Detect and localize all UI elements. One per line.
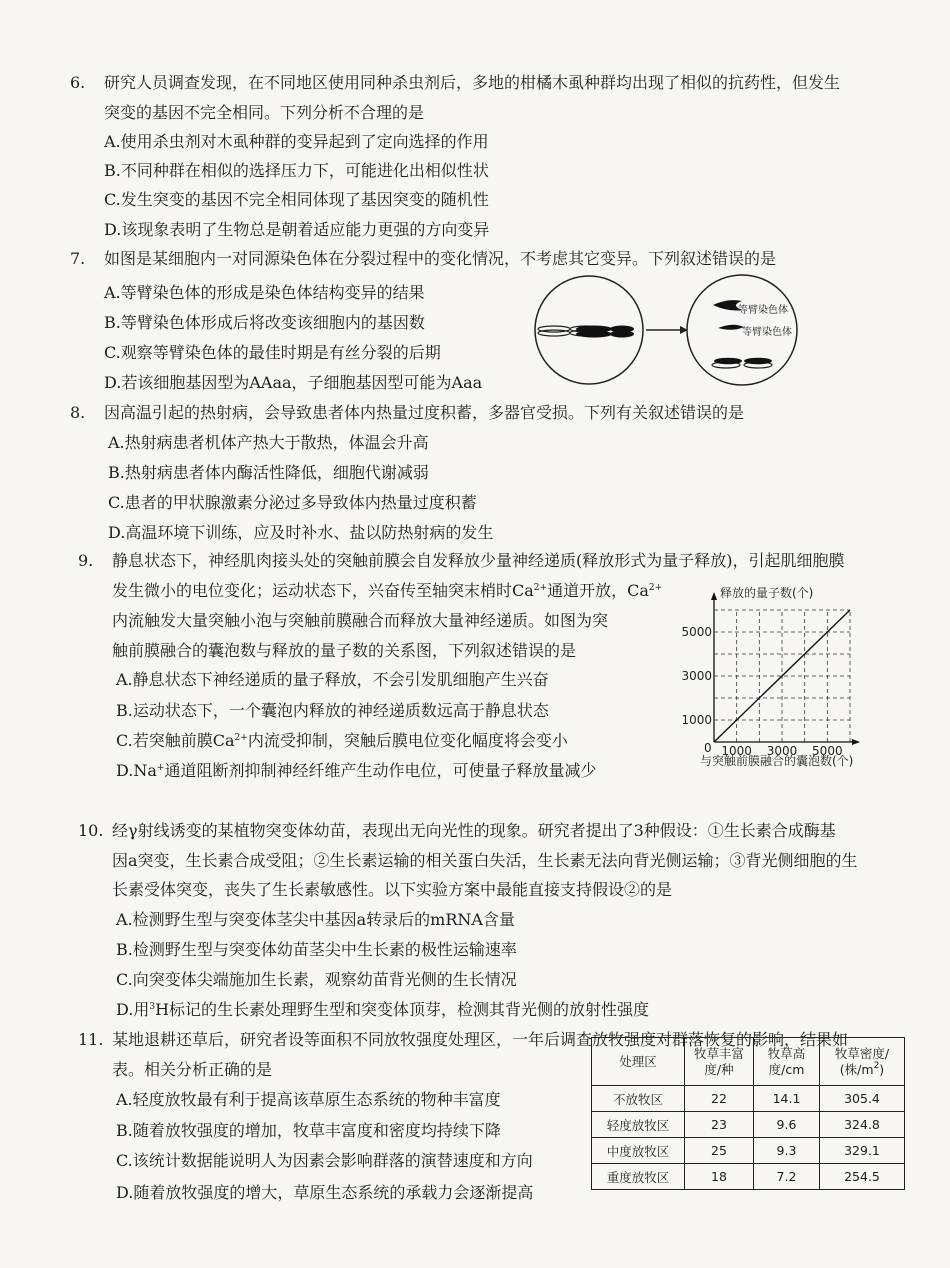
homologous-chromosomes-before <box>538 326 634 338</box>
question-7-option-a: A.等臂染色体的形成是染色体结构变异的结果 <box>104 283 425 302</box>
grazing-table <box>591 1037 905 1190</box>
question-11-option-c: C.该统计数据能说明人为因素会影响群落的演替速度和方向 <box>116 1151 533 1170</box>
question-8-stem: 因高温引起的热射病，会导致患者体内热量过度积蓄，多器官受损。下列有关叙述错误的是 <box>104 403 745 422</box>
option-d-part1: D.用 <box>116 1000 150 1019</box>
isochromosome-label-2: 等臂染色体 <box>742 327 792 338</box>
question-9-stem: 静息状态下，神经肌肉接头处的突触前膜会自发释放少量神经递质(释放形式为量子释放)，引起肌细胞膜 <box>112 551 845 570</box>
question-8-option-a: A.热射病患者机体产热大于散热，体温会升高 <box>108 433 429 452</box>
question-11-option-a: A.轻度放牧最有利于提高该草原生态系统的物种丰富度 <box>116 1090 501 1109</box>
question-9-stem-2a: 发生微小的电位变化；运动状态下，兴奋传至轴突末梢时Ca <box>112 581 534 600</box>
table-cell: 7.2 <box>754 1164 820 1190</box>
table-row <box>592 1112 905 1138</box>
x-tick-label: 5000 <box>812 744 843 758</box>
table-cell: 305.4 <box>820 1086 905 1112</box>
tritium-superscript: 3 <box>149 1002 156 1012</box>
option-c-part2: 内流受抑制，突触后膜电位变化幅度将会变小 <box>247 731 568 750</box>
question-11-number: 11. <box>78 1030 104 1049</box>
question-10-stem: 经γ射线诱变的某植物突变体幼苗，表现出无向光性的现象。研究者提出了3种假设：①生长素合成酶基 <box>112 821 836 840</box>
ca-superscript-2: 2+ <box>648 583 663 593</box>
question-6-stem: 研究人员调查发现，在不同地区使用同种杀虫剂后，多地的柑橘木虱种群均出现了相似的抗药性，但发生 <box>104 73 841 92</box>
table-cell: 18 <box>685 1164 754 1190</box>
question-9-option-a: A.静息状态下神经递质的量子释放，不会引发肌细胞产生兴奋 <box>116 670 549 689</box>
question-6-number: 6. <box>70 73 86 92</box>
question-9-option-c <box>116 731 568 751</box>
question-9-option-b: B.运动状态下，一个囊泡内释放的神经递质数远高于静息状态 <box>116 701 549 720</box>
x-tick-label: 3000 <box>766 744 798 758</box>
question-10-option-c: C.向突变体尖端施加生长素，观察幼苗背光侧的生长情况 <box>116 970 517 989</box>
ca-superscript: 2+ <box>533 583 548 593</box>
question-7-option-d: D.若该细胞基因型为AAaa，子细胞基因型可能为Aaa <box>104 373 483 392</box>
table-cell: 轻度放牧区 <box>592 1112 685 1138</box>
table-cell: 9.3 <box>754 1138 820 1164</box>
question-9-option-d <box>116 761 596 781</box>
question-9-stem-line4: 触前膜融合的囊泡数与释放的量子数的关系图，下列叙述错误的是 <box>112 641 577 660</box>
table-cell: 14.1 <box>754 1086 820 1112</box>
option-d-part2: H标记的生长素处理野生型和突变体顶芽，检测其背光侧的放射性强度 <box>155 1000 650 1019</box>
question-7-number: 7. <box>70 249 86 268</box>
option-d-part2: 通道阻断剂抑制神经纤维产生动作电位，可使量子释放量减少 <box>164 761 597 780</box>
question-10-stem-line2: 因a突变，生长素合成受阻；②生长素运输的相关蛋白失活，生长素无法向背光侧运输；③背光侧细胞的生 <box>112 851 858 870</box>
table-row <box>592 1086 905 1112</box>
option-c-part1: C.若突触前膜Ca <box>116 731 235 750</box>
question-9-stem-line3: 内流触发大量突触小泡与突触前膜融合而释放大量神经递质。如图为突 <box>112 611 609 630</box>
table-cell: 23 <box>685 1112 754 1138</box>
y-axis-arrow <box>711 592 717 600</box>
question-7-option-b: B.等臂染色体形成后将改变该细胞内的基因数 <box>104 313 425 332</box>
table-cell: 324.8 <box>820 1112 905 1138</box>
na-superscript: + <box>156 763 165 773</box>
question-6-option-b: B.不同种群在相似的选择压力下，可能进化出相似性状 <box>104 161 489 180</box>
table-cell: 不放牧区 <box>592 1086 685 1112</box>
isochromosome-middle <box>718 325 744 330</box>
question-8-option-c: C.患者的甲状腺激素分泌过多导致体内热量过度积蓄 <box>108 493 477 512</box>
question-10-number: 10. <box>78 821 104 840</box>
question-6-stem-cont: 突变的基因不完全相同。下列分析不合理的是 <box>104 103 425 122</box>
question-10-option-d <box>116 1000 649 1020</box>
chart-x-axis-label: 与突触前膜融合的囊泡数(个) <box>700 754 854 768</box>
table-header-row <box>592 1038 905 1086</box>
question-8-option-d: D.高温环境下训练，应及时补水、盐以防热射病的发生 <box>108 523 494 542</box>
question-9-stem-2b: 通道开放，Ca <box>547 581 649 600</box>
x-axis-arrow <box>852 739 860 745</box>
table-cell: 329.1 <box>820 1138 905 1164</box>
table-header-height <box>754 1038 820 1086</box>
table-cell: 中度放牧区 <box>592 1138 685 1164</box>
header-density-line1: 牧草密度/ <box>834 1045 890 1061</box>
question-6-option-a: A.使用杀虫剂对木虱种群的变异起到了定向选择的作用 <box>104 132 489 151</box>
question-11-stem: 某地退耕还草后，研究者设等面积不同放牧强度处理区，一年后调查放牧强度对群落恢复的影响，结果如 <box>112 1030 849 1049</box>
question-11-option-d: D.随着放牧强度的增大，草原生态系统的承载力会逐渐提高 <box>116 1183 534 1202</box>
table-row <box>592 1164 905 1190</box>
table-cell: 22 <box>685 1086 754 1112</box>
y-tick-label: 1000 <box>681 713 712 727</box>
table-header-richness <box>685 1038 754 1086</box>
x-tick-label: 1000 <box>721 744 752 758</box>
question-11-option-b: B.随着放牧强度的增加，牧草丰富度和密度均持续下降 <box>116 1121 501 1140</box>
table-cell: 254.5 <box>820 1164 905 1190</box>
ca-superscript-3: 2+ <box>234 733 248 743</box>
question-6-option-d: D.该现象表明了生物总是朝着适应能力更强的方向变异 <box>104 220 490 239</box>
chart-axes <box>711 592 860 745</box>
chromosome-bottom-pair <box>712 358 772 368</box>
question-7-option-c: C.观察等臂染色体的最佳时期是有丝分裂的后期 <box>104 343 441 362</box>
header-height-line2: 度/cm <box>768 1061 805 1077</box>
table-cell: 9.6 <box>754 1112 820 1138</box>
question-11-stem-line2: 表。相关分析正确的是 <box>112 1060 273 1079</box>
question-10-option-a: A.检测野生型与突变体茎尖中基因a转录后的mRNA含量 <box>116 910 515 929</box>
question-8-number: 8. <box>70 403 86 422</box>
isochromosome-label-1: 等臂染色体 <box>738 305 788 316</box>
table-cell: 25 <box>685 1138 754 1164</box>
question-7-stem: 如图是某细胞内一对同源染色体在分裂过程中的变化情况，不考虑其它变异。下列叙述错误的是 <box>104 249 777 268</box>
question-9-stem-cont <box>112 581 662 601</box>
header-richness-line1: 牧草丰富 <box>693 1045 744 1061</box>
question-6-option-c: C.发生突变的基因不完全相同体现了基因突变的随机性 <box>104 190 489 209</box>
question-10-option-b: B.检测野生型与突变体幼苗茎尖中生长素的极性运输速率 <box>116 940 517 959</box>
header-density-sup: 2 <box>873 1060 880 1071</box>
quantum-release-chart <box>670 578 910 774</box>
y-tick-label: 3000 <box>681 669 712 683</box>
question-10-stem-line3: 长素受体突变，丧失了生长素敏感性。以下实验方案中最能直接支持假设②的是 <box>112 880 673 899</box>
table-row <box>592 1138 905 1164</box>
origin-label: 0 <box>704 741 712 755</box>
chromosome-figure <box>530 272 840 394</box>
table-cell: 重度放牧区 <box>592 1164 685 1190</box>
question-9-number: 9. <box>78 551 94 570</box>
header-density-line2: (株/m <box>839 1061 874 1077</box>
question-8-option-b: B.热射病患者体内酶活性降低，细胞代谢减弱 <box>108 463 429 482</box>
chart-title: 释放的量子数(个) <box>720 586 814 600</box>
chart-ticks <box>681 625 842 758</box>
table-header-zone: 处理区 <box>592 1038 685 1086</box>
header-richness-line2: 度/种 <box>704 1061 734 1077</box>
header-density-close: ) <box>879 1061 885 1077</box>
table-header-density <box>820 1038 905 1086</box>
option-d-part1: D.Na <box>116 761 157 780</box>
header-height-line1: 牧草高 <box>767 1045 806 1061</box>
y-tick-label: 5000 <box>681 625 712 639</box>
